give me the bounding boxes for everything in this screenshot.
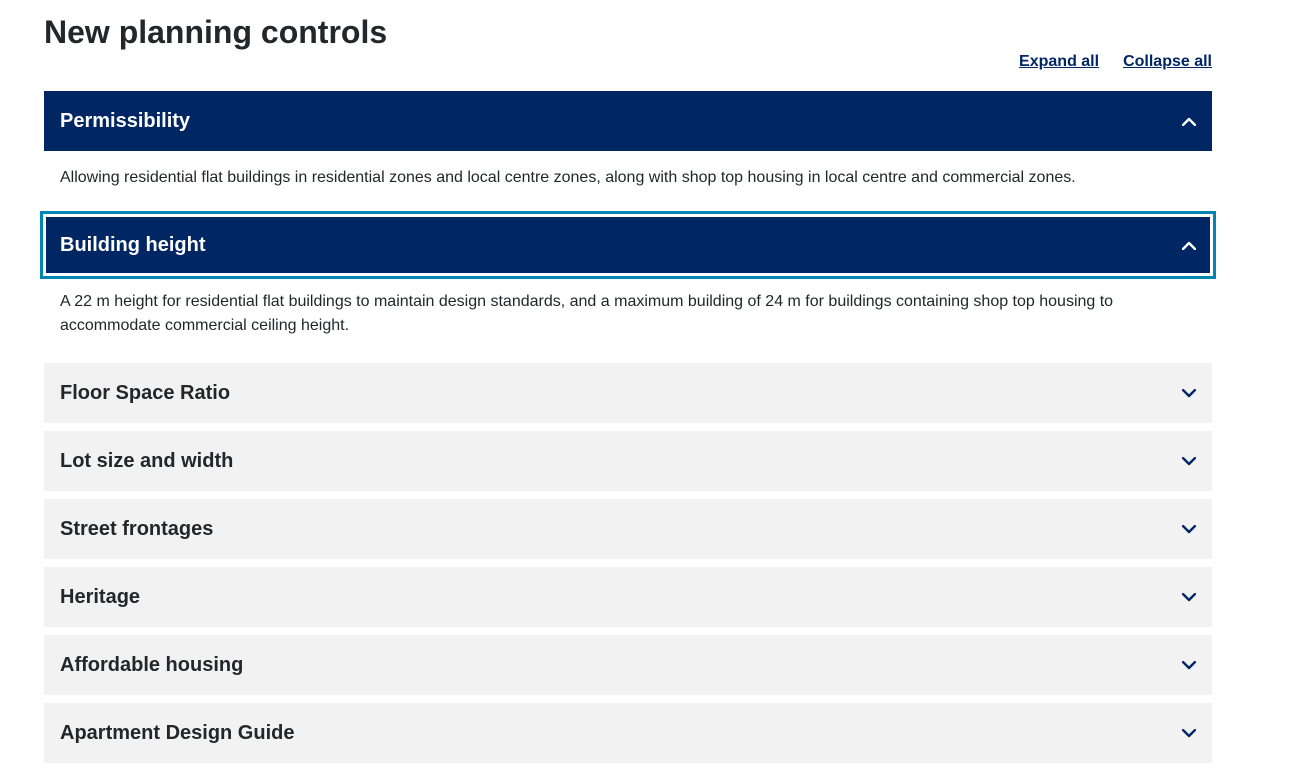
chevron-down-icon bbox=[1180, 452, 1198, 470]
chevron-down-icon bbox=[1180, 520, 1198, 538]
accordion-header-street-frontages[interactable] bbox=[44, 499, 1212, 559]
accordion-panel-building-height bbox=[44, 275, 1212, 363]
accordion-title: Heritage bbox=[60, 585, 141, 608]
accordion-title: Permissibility bbox=[60, 109, 191, 132]
accordion-title: Affordable housing bbox=[60, 653, 244, 676]
accordion-header-permissibility[interactable] bbox=[44, 91, 1212, 151]
accordion-header-affordable-housing[interactable] bbox=[44, 635, 1212, 695]
accordion-header-building-height[interactable] bbox=[44, 215, 1212, 275]
accordion-header-lot-size-and-width[interactable] bbox=[44, 431, 1212, 491]
chevron-up-icon bbox=[1180, 236, 1198, 254]
accordion-panel-text: Allowing residential flat buildings in residential zones and local centre zones, along with shop top housing in local centre and commercial zones. bbox=[60, 169, 1076, 186]
accordion-title: Lot size and width bbox=[60, 449, 234, 472]
accordion-title: Building height bbox=[60, 233, 206, 256]
accordion-controls bbox=[1019, 52, 1212, 72]
chevron-down-icon bbox=[1180, 656, 1198, 674]
chevron-up-icon bbox=[1180, 112, 1198, 130]
chevron-down-icon bbox=[1180, 724, 1198, 742]
accordion-title: Apartment Design Guide bbox=[60, 721, 295, 744]
accordion-header-floor-space-ratio[interactable] bbox=[44, 363, 1212, 423]
accordion-title: Floor Space Ratio bbox=[60, 381, 231, 404]
expand-all-link[interactable]: Expand all bbox=[1019, 53, 1100, 70]
accordion bbox=[44, 91, 1212, 771]
accordion-header-heritage[interactable] bbox=[44, 567, 1212, 627]
chevron-down-icon bbox=[1180, 384, 1198, 402]
accordion-panel-permissibility bbox=[44, 151, 1212, 215]
accordion-header-apartment-design-guide[interactable] bbox=[44, 703, 1212, 763]
page-title: New planning controls bbox=[44, 14, 388, 50]
accordion-title: Street frontages bbox=[60, 517, 214, 540]
accordion-panel-text: A 22 m height for residential flat buildings to maintain design standards, and a maximum building of 24 m for buildings containing shop top housing to accommodate commercial ceiling height. bbox=[60, 293, 1114, 334]
chevron-down-icon bbox=[1180, 588, 1198, 606]
collapse-all-link[interactable]: Collapse all bbox=[1123, 53, 1212, 70]
